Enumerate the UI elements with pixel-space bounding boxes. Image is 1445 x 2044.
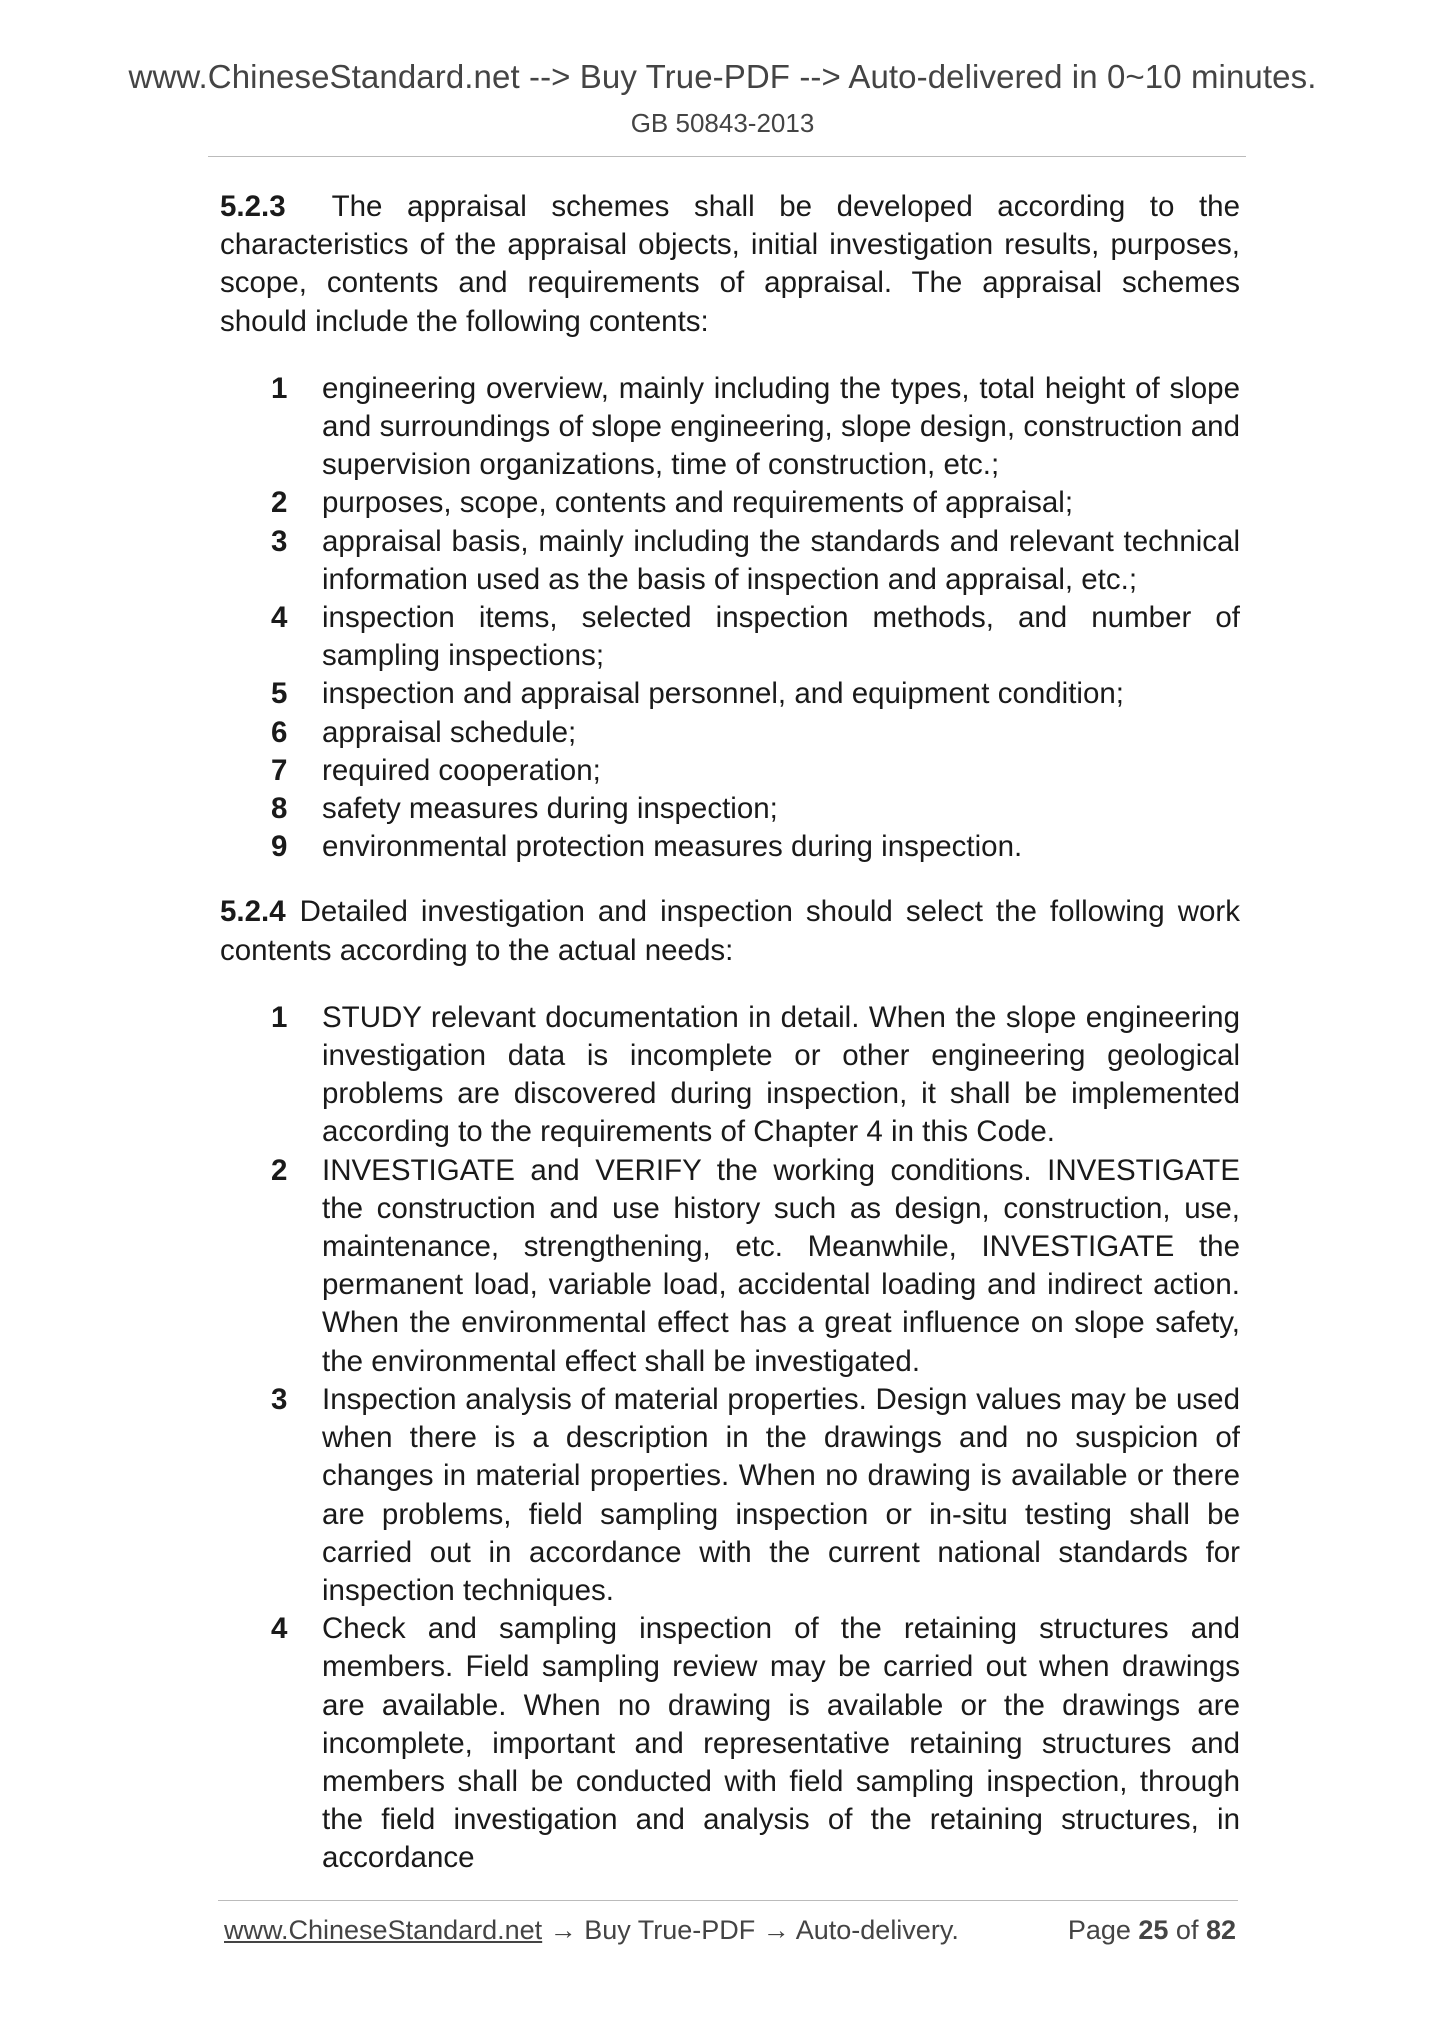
list-item-number: 8 (271, 792, 288, 826)
list-item-number: 3 (271, 1382, 288, 1416)
list-item (220, 1381, 1240, 1610)
page-total: 82 (1205, 1915, 1236, 1945)
list-item-number: 2 (271, 486, 288, 520)
list-item-text: environmental protection measures during inspection. (322, 830, 1023, 864)
list-item-number: 9 (271, 830, 288, 864)
list-item-text: appraisal schedule; (322, 715, 577, 749)
list-item-text: STUDY relevant documentation in detail. When the slope engineering investigation data is incomplete or other engineering geological problems are discovered during inspection, it shall be implemented according to the requirements of Chapter 4 in this Code. (322, 1000, 1240, 1149)
list-item-number: 6 (271, 715, 288, 749)
document-body (220, 188, 1240, 1878)
header-divider (208, 156, 1246, 157)
list-item-text: purposes, scope, contents and requirements of appraisal; (322, 486, 1074, 520)
clause-5-2-4-list (220, 999, 1240, 1878)
list-item (220, 790, 1240, 828)
list-item (220, 1610, 1240, 1877)
footer-divider (218, 1900, 1238, 1901)
list-item-number: 3 (271, 524, 288, 558)
clause-5-2-3-list (220, 370, 1240, 867)
clause-text: The appraisal schemes shall be developed according to the characteristics of the appraisal objects, initial investigation results, purposes, scope, contents and requirements of appraisal. The appraisal schemes should include the following contents: (220, 190, 1240, 338)
list-item (220, 675, 1240, 713)
list-item-number: 5 (271, 677, 288, 711)
list-item (220, 714, 1240, 752)
list-item-text: inspection and appraisal personnel, and equipment condition; (322, 677, 1124, 711)
list-item-text: INVESTIGATE and VERIFY the working conditions. INVESTIGATE the construction and use history such as design, construction, use, maintenance, strengthening, etc. Meanwhile, INVESTIGATE the permanent load, variable load, accidental loading and indirect action. When the environmental effect has a great influence on slope safety, the environmental effect shall be investigated. (322, 1153, 1240, 1378)
list-item (220, 828, 1240, 866)
list-item-text: required cooperation; (322, 753, 601, 787)
list-item-number: 2 (271, 1153, 288, 1187)
list-item (220, 599, 1240, 675)
list-item-text: Check and sampling inspection of the retaining structures and members. Field sampling review may be carried out when drawings are available. When no drawing is available or the drawings are incomplete, important and representative retaining structures and members shall be conducted with field sampling inspection, through the field investigation and analysis of the retaining structures, in accordance (322, 1612, 1240, 1875)
list-item-text: safety measures during inspection; (322, 792, 778, 826)
header-banner: www.ChineseStandard.net --> Buy True-PDF --> Auto-delivered in 0~10 minutes. (128, 58, 1317, 95)
clause-text: Detailed investigation and inspection should select the following work contents according to the actual needs: (220, 895, 1240, 967)
page-current: 25 (1138, 1915, 1169, 1945)
list-item-text: inspection items, selected inspection methods, and number of sampling inspections; (322, 601, 1240, 673)
list-item-number: 1 (271, 371, 288, 405)
clause-5-2-4 (220, 893, 1240, 969)
list-item-text: engineering overview, mainly including the types, total height of slope and surroundings of slope engineering, slope design, construction and supervision organizations, time of construction, etc.; (322, 371, 1240, 482)
page-of: of (1168, 1915, 1206, 1945)
clause-5-2-3 (220, 188, 1240, 341)
list-item (220, 1152, 1240, 1381)
list-item (220, 370, 1240, 485)
list-item (220, 484, 1240, 522)
clause-number: 5.2.3 (220, 190, 286, 223)
list-item-text: appraisal basis, mainly including the standards and relevant technical information used as the basis of inspection and appraisal, etc.; (322, 524, 1240, 596)
list-item-number: 1 (271, 1000, 288, 1034)
standard-code: GB 50843-2013 (630, 108, 815, 138)
list-item-number: 4 (271, 1612, 288, 1646)
list-item (220, 523, 1240, 599)
page-indicator (1068, 1915, 1236, 1946)
list-item (220, 752, 1240, 790)
list-item (220, 999, 1240, 1152)
clause-number: 5.2.4 (220, 895, 286, 929)
footer-site-link[interactable]: www.ChineseStandard.net (224, 1915, 543, 1945)
footer-promo (224, 1915, 959, 1946)
list-item-text: Inspection analysis of material properties. Design values may be used when there is a description in the drawings and no suspicion of changes in material properties. When no drawing is available or there are problems, field sampling inspection or in-situ testing shall be carried out in accordance with the current national standards for inspection techniques. (322, 1382, 1240, 1607)
footer-tagline: → Buy True-PDF → Auto-delivery. (542, 1915, 959, 1945)
list-item-number: 4 (271, 601, 288, 635)
list-item-number: 7 (271, 753, 288, 787)
page-label: Page (1067, 1915, 1139, 1945)
